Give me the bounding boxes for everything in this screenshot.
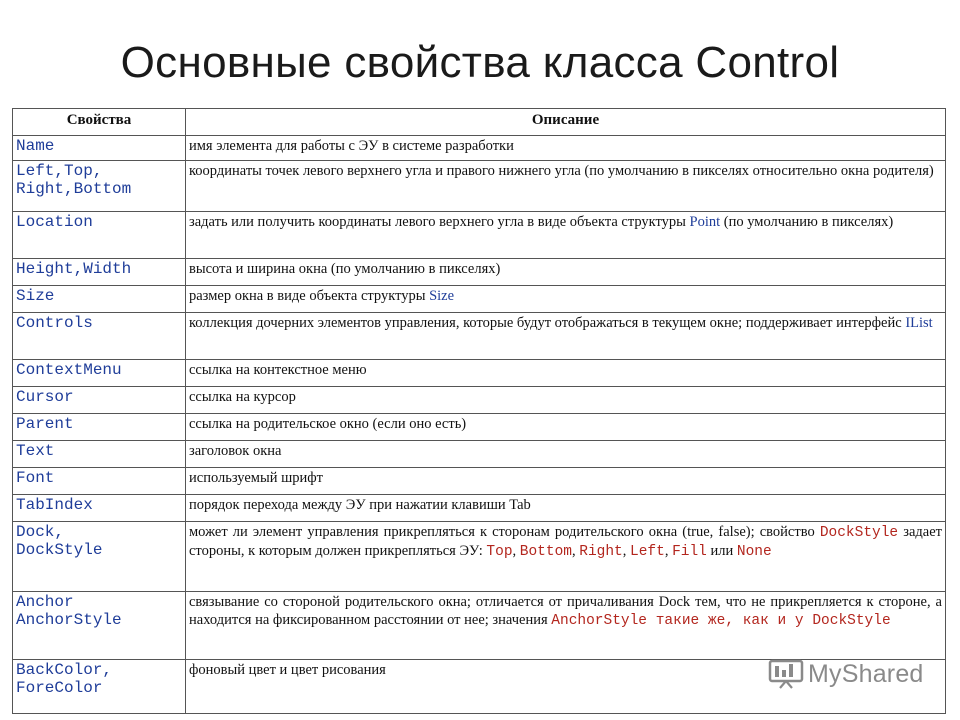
- property-description: [186, 313, 946, 360]
- table-row: [13, 522, 946, 592]
- watermark: [768, 654, 924, 694]
- watermark-text: MyShared: [808, 659, 924, 688]
- table-row: [13, 161, 946, 212]
- property-name: TabIndex: [13, 495, 186, 522]
- desc-text: задать или получить координаты левого верхнего угла в виде объекта структуры: [189, 214, 690, 230]
- desc-text: ,: [572, 543, 580, 559]
- desc-text: коллекция дочерних элементов управления, которые будут отображаться в текущем окне; поддерживает интерфейс: [189, 315, 906, 331]
- property-name-line: Right,Bottom: [16, 180, 132, 198]
- property-description: ссылка на контекстное меню: [186, 360, 946, 387]
- header-properties: Свойства: [13, 109, 186, 136]
- table-row: [13, 286, 946, 313]
- table-row: [13, 313, 946, 360]
- property-description: [186, 522, 946, 592]
- desc-text: ,: [512, 543, 520, 559]
- desc-text: размер окна в виде объекта структуры: [189, 288, 430, 304]
- table-row: [13, 387, 946, 414]
- property-name: Name: [13, 136, 186, 161]
- type-reference: Size: [429, 288, 455, 304]
- desc-text: (по умолчанию в пикселях): [720, 214, 894, 230]
- property-description: [186, 592, 946, 660]
- table-row: [13, 414, 946, 441]
- property-description: фоновый цвет и цвет рисования: [186, 660, 946, 714]
- code-token: Bottom: [519, 544, 572, 560]
- property-description: ссылка на родительское окно (если оно есть): [186, 414, 946, 441]
- code-token: Left: [630, 544, 665, 560]
- property-name: Height,Width: [13, 259, 186, 286]
- table-row: [13, 592, 946, 660]
- property-description: [186, 212, 946, 259]
- property-description: заголовок окна: [186, 441, 946, 468]
- property-description: используемый шрифт: [186, 468, 946, 495]
- code-token: None: [736, 544, 772, 560]
- desc-text: может ли элемент управления прикрепляться к сторонам родительского окна (true, false); свойство: [189, 524, 820, 540]
- table-row: [13, 360, 946, 387]
- properties-table: [12, 108, 946, 714]
- type-reference: IList: [905, 315, 933, 331]
- property-description: порядок перехода между ЭУ при нажатии клавиши Tab: [186, 495, 946, 522]
- desc-text: ,: [664, 543, 673, 559]
- property-name: ContextMenu: [13, 360, 186, 387]
- property-description: имя элемента для работы с ЭУ в системе разработки: [186, 136, 946, 161]
- property-description: ссылка на курсор: [186, 387, 946, 414]
- property-name-line: DockStyle: [16, 541, 103, 559]
- table-row: [13, 495, 946, 522]
- property-name: [13, 660, 186, 714]
- type-reference: Point: [689, 214, 721, 230]
- property-name-line: Anchor: [16, 593, 74, 611]
- table-row: [13, 136, 946, 161]
- property-name-line: Left,Top,: [16, 162, 103, 180]
- code-token: DockStyle: [819, 525, 899, 541]
- code-token: Fill: [672, 544, 707, 560]
- slide-title: Основные свойства класса Control: [120, 38, 840, 87]
- desc-text: или: [706, 543, 737, 559]
- projector-icon: [768, 659, 804, 689]
- property-name: Font: [13, 468, 186, 495]
- table-header-row: [13, 109, 946, 136]
- table-row: [13, 441, 946, 468]
- property-name: [13, 522, 186, 592]
- property-name-line: Dock,: [16, 523, 65, 541]
- header-description: Описание: [186, 109, 946, 136]
- property-name: [13, 592, 186, 660]
- property-description: координаты точек левого верхнего угла и правого нижнего угла (по умолчанию в пикселях относительно окна родителя): [186, 161, 946, 212]
- code-token: Top: [486, 544, 513, 560]
- property-name-line: BackColor,: [16, 661, 113, 679]
- property-name: Cursor: [13, 387, 186, 414]
- property-description: [186, 286, 946, 313]
- property-name: Controls: [13, 313, 186, 360]
- property-description: высота и ширина окна (по умолчанию в пикселях): [186, 259, 946, 286]
- property-name: Size: [13, 286, 186, 313]
- property-name: Parent: [13, 414, 186, 441]
- code-token: AnchorStyle такие же, как и у DockStyle: [551, 613, 891, 629]
- table-row: [13, 212, 946, 259]
- desc-text: ,: [622, 543, 631, 559]
- property-name: [13, 161, 186, 212]
- property-name-line: AnchorStyle: [16, 611, 122, 629]
- property-name: Text: [13, 441, 186, 468]
- desc-text: задает стороны, к которым должен прикрепляться ЭУ:: [189, 524, 942, 559]
- code-token: Right: [579, 544, 623, 560]
- property-name-line: ForeColor: [16, 679, 103, 697]
- property-name: Location: [13, 212, 186, 259]
- table-row: [13, 468, 946, 495]
- table-row: [13, 259, 946, 286]
- desc-text: связывание со стороной родительского окна; отличается от причаливания Dock тем, что не прикрепляется к стороне, а находится на фиксированном расстоянии от нее; значения: [189, 594, 942, 628]
